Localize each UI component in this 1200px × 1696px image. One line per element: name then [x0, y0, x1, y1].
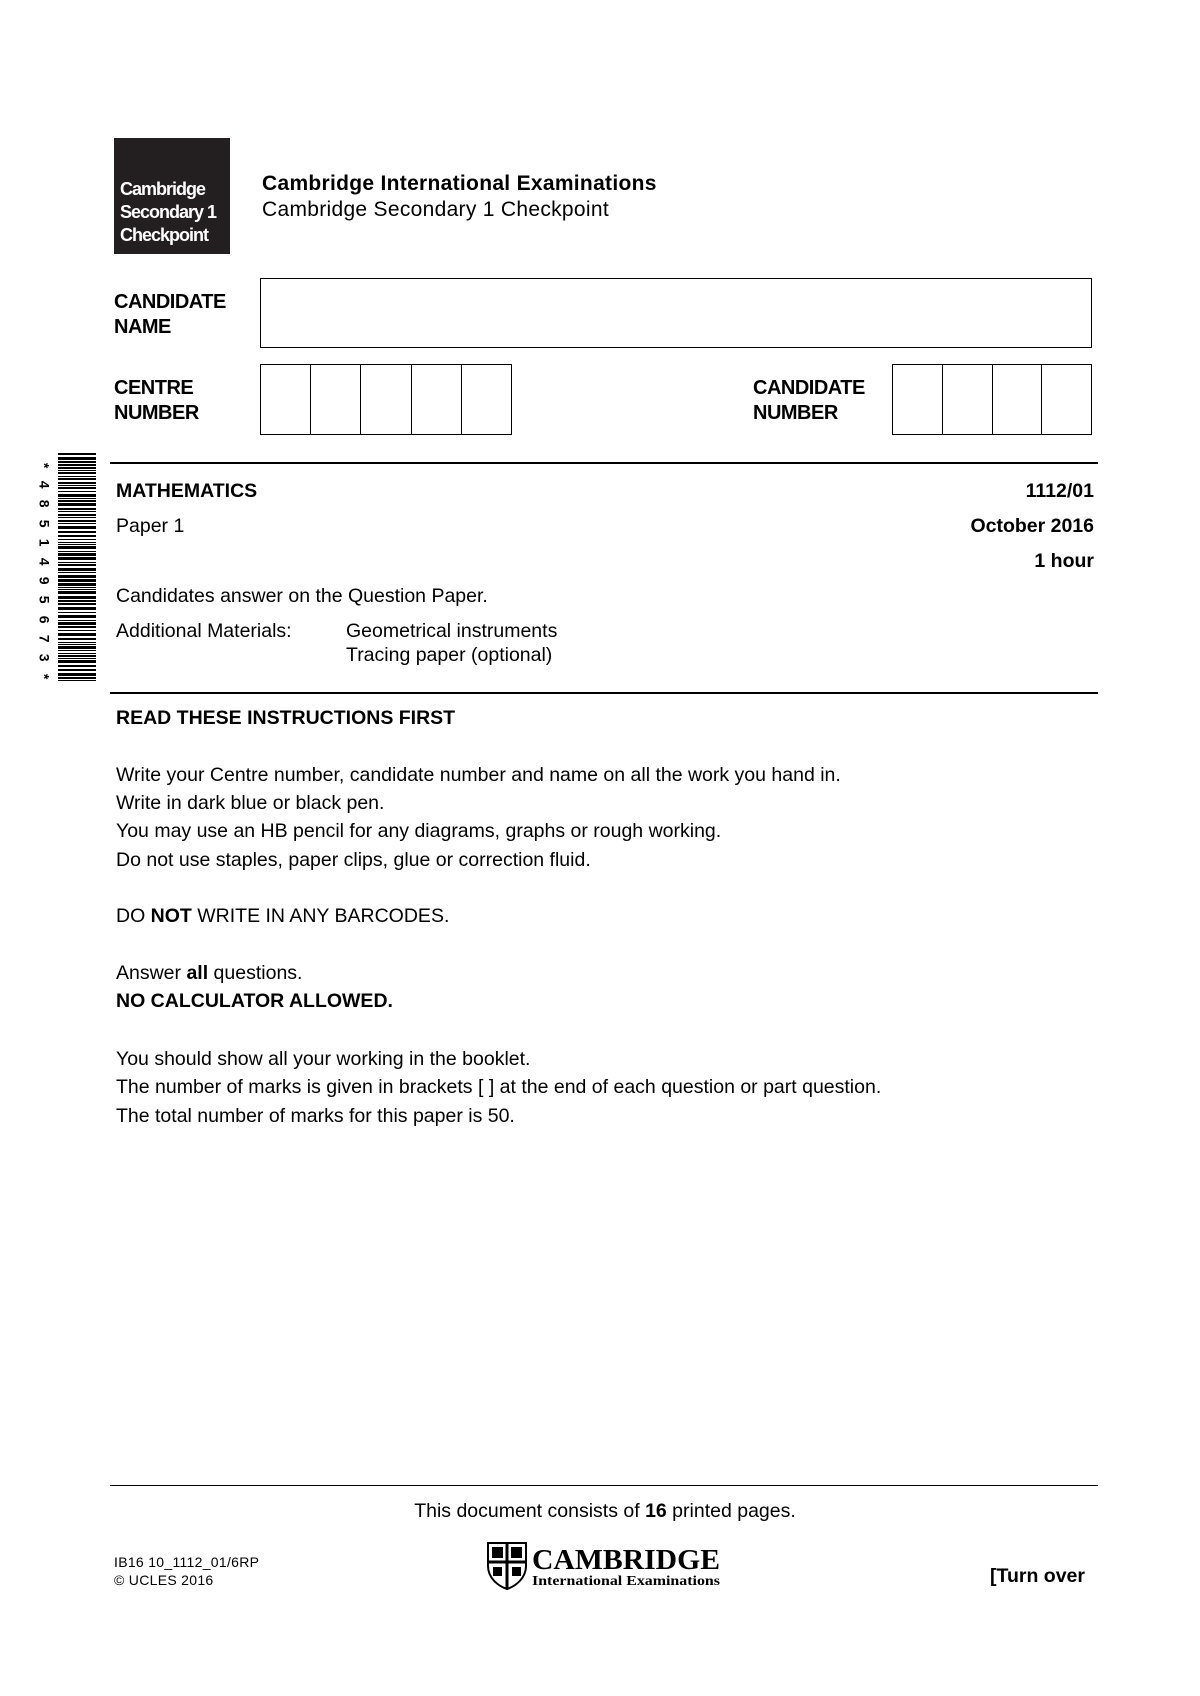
- centre-number-field[interactable]: [260, 364, 512, 435]
- barcode-bar: [58, 551, 96, 552]
- barcode-bar: [58, 665, 96, 667]
- barcode-bar: [58, 669, 96, 671]
- barcode-bar: [58, 603, 96, 605]
- barcode-warning-post: WRITE IN ANY BARCODES.: [191, 905, 450, 927]
- barcode-bar: [58, 553, 96, 556]
- barcode-bar: [58, 633, 96, 636]
- barcode-char: 4: [36, 480, 53, 489]
- subject-title: MATHEMATICS: [116, 480, 258, 502]
- barcode-bar: [58, 464, 96, 466]
- document-reference: [114, 1553, 259, 1589]
- footer-divider: [110, 1485, 1098, 1486]
- centre-number-label: [114, 376, 199, 426]
- barcode-char: 9: [36, 576, 53, 585]
- logo-wordmark: CAMBRIDGE: [532, 1544, 720, 1576]
- barcode-char: 4: [36, 557, 53, 566]
- barcode-bar: [58, 600, 96, 602]
- candidate-number-field[interactable]: [892, 364, 1092, 435]
- barcode-bar: [58, 638, 96, 640]
- barcode-bar: [58, 494, 96, 497]
- barcode-bar: [58, 482, 96, 484]
- barcode-bar: [58, 511, 96, 512]
- barcode-bar: [58, 622, 96, 625]
- barcode-char: *: [36, 674, 53, 680]
- section-divider: [110, 692, 1098, 694]
- working-line: The number of marks is given in brackets [ ] at the end of each question or part question.: [116, 1076, 882, 1098]
- page-count-note: [0, 1500, 1200, 1523]
- centre-number-cell[interactable]: [461, 365, 511, 434]
- document-code: IB16 10_1112_01/6RP: [114, 1554, 260, 1570]
- page-count-pre: This document consists of: [414, 1500, 646, 1522]
- exam-duration: 1 hour: [1034, 550, 1094, 572]
- barcode-bar: [58, 472, 96, 474]
- barcode-bar: [58, 596, 96, 599]
- barcode-bar: [58, 673, 96, 676]
- barcode-bar: [58, 579, 96, 582]
- barcode-bar: [58, 535, 96, 537]
- barcode-bar: [58, 500, 96, 502]
- barcode-bar: [58, 660, 96, 663]
- barcode-char: 5: [36, 519, 53, 528]
- turn-over-note: [Turn over: [990, 1565, 1085, 1587]
- candidate-number-cell[interactable]: [942, 365, 992, 434]
- barcode-bar: [58, 526, 96, 529]
- answer-emphasis: all: [186, 962, 209, 984]
- barcode-char: 3: [36, 653, 53, 662]
- barcode-bar: [58, 564, 96, 566]
- barcode-bar: [58, 544, 96, 545]
- candidate-number-cell[interactable]: [893, 365, 942, 434]
- exam-session: October 2016: [970, 515, 1094, 537]
- materials-item: Tracing paper (optional): [346, 644, 553, 666]
- barcode-bar: [58, 620, 96, 621]
- barcode-char: 6: [36, 615, 53, 624]
- barcode-bar: [58, 467, 96, 469]
- logo-line: Checkpoint: [120, 225, 209, 245]
- barcode-bar: [58, 523, 96, 524]
- candidate-number-label-line2: NUMBER: [753, 402, 838, 424]
- candidate-name-label: [114, 290, 226, 340]
- barcode-bar: [58, 485, 96, 486]
- barcode-bar: [58, 642, 96, 643]
- candidate-name-label-line2: NAME: [114, 316, 171, 338]
- candidate-number-label-line1: CANDIDATE: [753, 377, 865, 399]
- answer-post: questions.: [208, 962, 303, 984]
- instruction-line: Write your Centre number, candidate number and name on all the work you hand in.: [116, 764, 841, 786]
- logo-subtitle: International Examinations: [532, 1574, 721, 1589]
- centre-number-cell[interactable]: [310, 365, 360, 434]
- barcode-bar: [58, 589, 96, 590]
- barcode-warning-emphasis: NOT: [150, 905, 192, 927]
- cambridge-checkpoint-logo: [114, 138, 230, 254]
- barcode-number: [34, 456, 54, 686]
- barcode-bar: [58, 626, 96, 628]
- instruction-line: You may use an HB pencil for any diagrams, graphs or rough working.: [116, 820, 722, 842]
- barcode-bar: [58, 514, 96, 516]
- cambridge-international-logo: [486, 1540, 726, 1590]
- answer-all-instruction: [116, 962, 302, 985]
- centre-number-label-line2: NUMBER: [114, 402, 199, 424]
- barcode-bar: [58, 539, 96, 540]
- section-divider: [110, 462, 1098, 464]
- organisation-subtitle: Cambridge Secondary 1 Checkpoint: [262, 198, 609, 221]
- barcode-bar: [58, 615, 96, 618]
- logo-line: Secondary 1: [120, 202, 217, 222]
- barcode-bar: [58, 677, 96, 679]
- barcode-bar: [58, 568, 96, 571]
- logo-line: Cambridge: [120, 179, 206, 199]
- barcode-bar: [58, 520, 96, 522]
- barcode-bar: [58, 461, 96, 463]
- paper-number: Paper 1: [116, 515, 185, 537]
- barcode-char: 7: [36, 634, 53, 643]
- centre-number-cell[interactable]: [360, 365, 410, 434]
- working-line: The total number of marks for this paper is 50.: [116, 1105, 515, 1127]
- barcode-char: *: [36, 462, 53, 469]
- barcode-bar: [58, 503, 96, 506]
- cambridge-shield-icon: [488, 1543, 526, 1589]
- centre-number-cell[interactable]: [261, 365, 310, 434]
- barcode-bar: [58, 583, 96, 586]
- barcode-bar: [58, 650, 96, 651]
- instructions-heading: READ THESE INSTRUCTIONS FIRST: [116, 707, 456, 729]
- centre-number-cell[interactable]: [411, 365, 461, 434]
- barcode-bar: [58, 575, 96, 578]
- barcode-bar: [58, 478, 96, 480]
- barcode-bar: [58, 612, 96, 613]
- barcode-bar: [58, 562, 96, 563]
- barcode-bar: [58, 531, 96, 533]
- centre-number-label-line1: CENTRE: [114, 377, 194, 399]
- instruction-line: Write in dark blue or black pen.: [116, 792, 385, 814]
- page-count-number: 16: [645, 1500, 667, 1522]
- materials-item: Geometrical instruments: [346, 620, 558, 642]
- barcode-image: [58, 453, 96, 681]
- copyright-notice: © UCLES 2016: [114, 1572, 214, 1588]
- instruction-line: Do not use staples, paper clips, glue or correction fluid.: [116, 849, 591, 871]
- barcode-bar: [58, 607, 96, 610]
- barcode-bar: [58, 591, 96, 594]
- barcode-bar: [58, 546, 96, 549]
- barcode-bar: [58, 453, 96, 455]
- barcode-bar: [58, 646, 96, 649]
- barcode-bar: [58, 470, 96, 471]
- answer-pre: Answer: [116, 962, 187, 984]
- candidate-number-cell[interactable]: [992, 365, 1042, 434]
- barcode-bar: [58, 457, 96, 460]
- materials-label: Additional Materials:: [116, 620, 292, 642]
- barcode-bar: [58, 542, 96, 543]
- answer-note: Candidates answer on the Question Paper.: [116, 585, 488, 607]
- candidate-number-label: [753, 376, 865, 426]
- candidate-number-cell[interactable]: [1041, 365, 1091, 434]
- barcode-bar: [58, 508, 96, 510]
- barcode-char: 1: [36, 538, 53, 547]
- barcode-bar: [58, 630, 96, 631]
- barcode-warning: [116, 905, 449, 928]
- barcode-warning-pre: DO: [116, 905, 151, 927]
- paper-code: 1112/01: [1025, 480, 1094, 502]
- barcode-bar: [58, 658, 96, 659]
- barcode-bar: [58, 680, 96, 681]
- barcode-char: 5: [36, 596, 53, 604]
- barcode-bar: [58, 517, 96, 518]
- barcode-bar: [58, 498, 96, 499]
- barcode-bar: [58, 476, 96, 477]
- page-count-post: printed pages.: [666, 1500, 796, 1522]
- barcode-bar: [58, 557, 96, 560]
- barcode-bar: [58, 491, 96, 492]
- candidate-name-label-line1: CANDIDATE: [114, 291, 226, 313]
- barcode-bar: [58, 572, 96, 573]
- barcode-bar: [58, 653, 96, 654]
- calculator-warning: NO CALCULATOR ALLOWED.: [116, 990, 393, 1012]
- barcode-bar: [58, 487, 96, 489]
- barcode-bar: [58, 655, 96, 657]
- working-line: You should show all your working in the booklet.: [116, 1048, 531, 1070]
- barcode-char: 8: [36, 500, 53, 508]
- barcode-bar: [58, 644, 96, 645]
- organisation-title: Cambridge International Examinations: [262, 172, 657, 195]
- barcode-bar: [58, 587, 96, 588]
- candidate-name-field[interactable]: [260, 278, 1092, 348]
